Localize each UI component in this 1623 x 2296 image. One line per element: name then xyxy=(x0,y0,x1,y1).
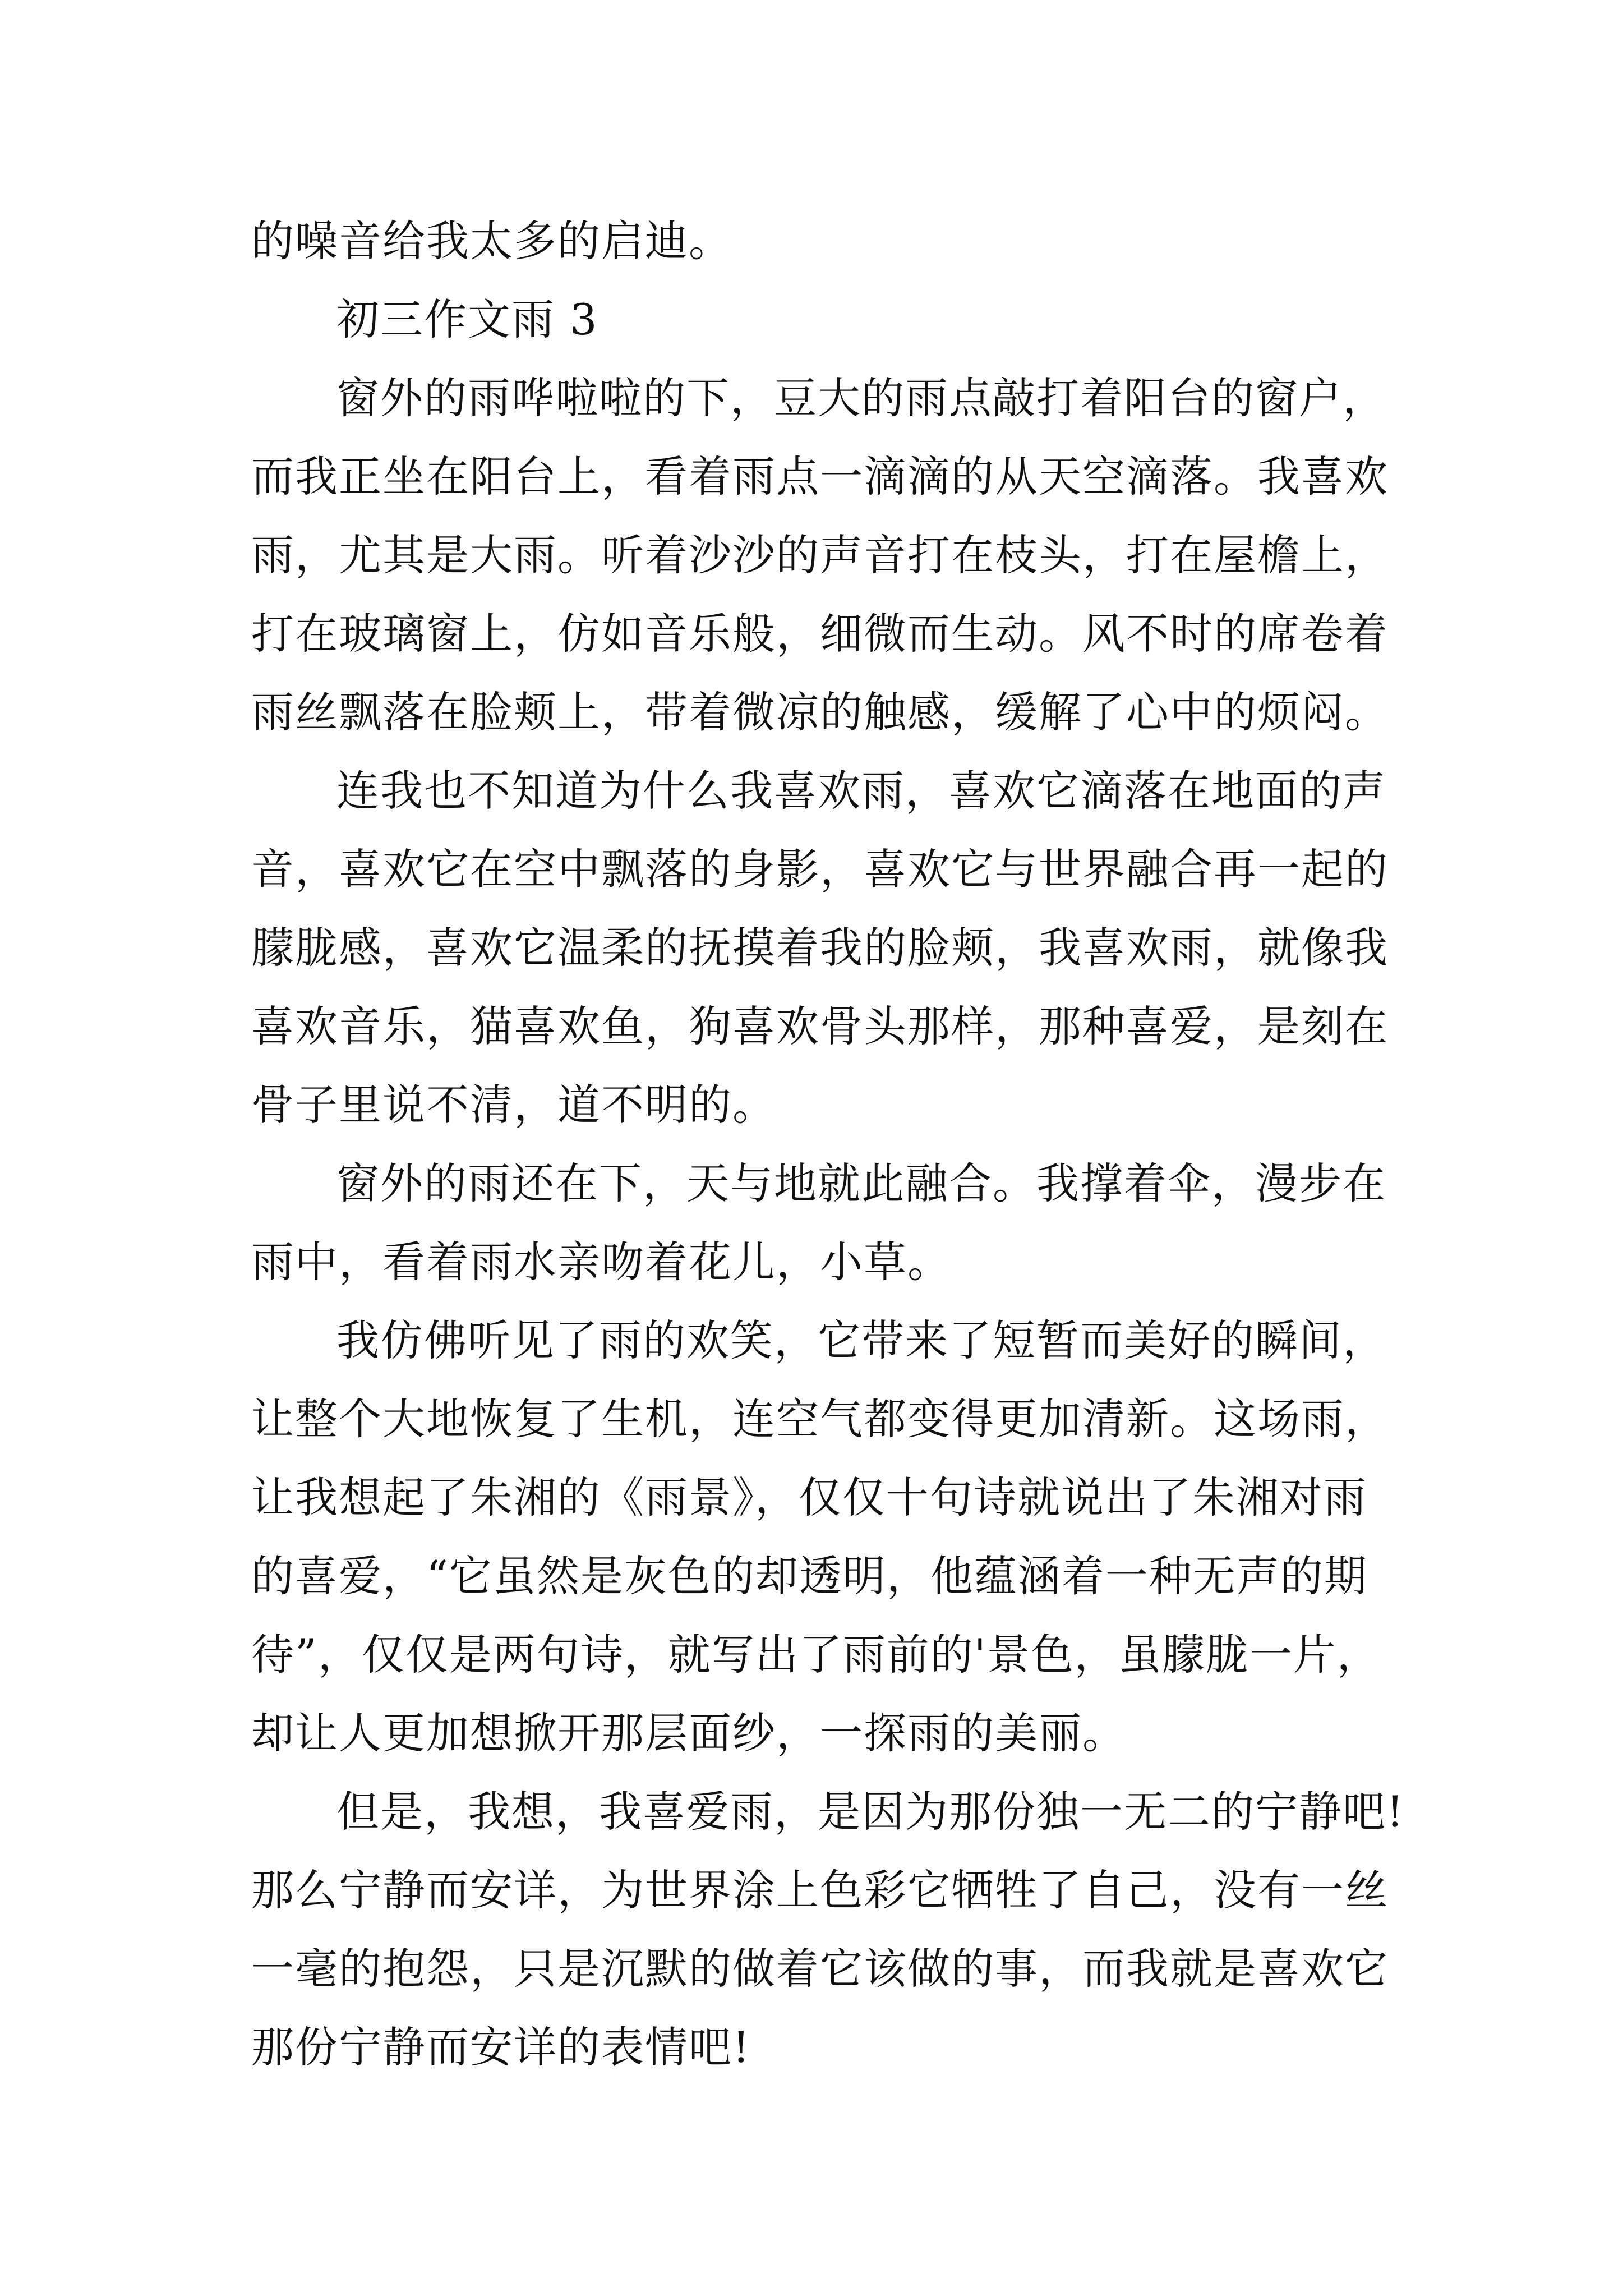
text-line: 打在玻璃窗上，仿如音乐般，细微而生动。风不时的席卷着 xyxy=(251,609,1389,659)
section-heading: 初三作文雨 3 xyxy=(336,295,598,344)
text-line: 让整个大地恢复了生机，连空气都变得更加清新。这场雨， xyxy=(251,1394,1389,1444)
text-line: 窗外的雨哗啦啦的下，豆大的雨点敲打着阳台的窗户， xyxy=(336,373,1386,423)
text-line: 雨，尤其是大雨。听着沙沙的声音打在枝头，打在屋檐上， xyxy=(251,530,1389,580)
text-line: 连我也不知道为什么我喜欢雨，喜欢它滴落在地面的声 xyxy=(336,766,1386,816)
text-line: 那份宁静而安详的表情吧! xyxy=(251,2022,751,2072)
text-line: 待”，仅仅是两句诗，就写出了雨前的'景色，虽朦胧一片， xyxy=(251,1630,1381,1680)
text-line: 一毫的抱怨，只是沉默的做着它该做的事，而我就是喜欢它 xyxy=(251,1944,1389,1994)
text-line: 但是，我想，我喜爱雨，是因为那份独一无二的宁静吧! xyxy=(336,1787,1405,1837)
text-line: 雨丝飘落在脸颊上，带着微凉的触感，缓解了心中的烦闷。 xyxy=(251,687,1389,737)
document-body xyxy=(251,202,1405,2087)
text-line: 让我想起了朱湘的《雨景》，仅仅十句诗就说出了朱湘对雨 xyxy=(251,1473,1367,1522)
text-line: 骨子里说不清，道不明的。 xyxy=(251,1080,776,1130)
text-line: 而我正坐在阳台上，看着雨点一滴滴的从天空滴落。我喜欢 xyxy=(251,452,1389,501)
text-line: 雨中，看着雨水亲吻着花儿，小草。 xyxy=(251,1237,951,1287)
text-line: 却让人更加想掀开那层面纱，一探雨的美丽。 xyxy=(251,1708,1126,1758)
text-line: 的喜爱，“它虽然是灰色的却透明，他蕴涵着一种无声的期 xyxy=(251,1551,1368,1601)
text-line: 的噪音给我太多的启迪。 xyxy=(251,216,732,266)
text-line: 窗外的雨还在下，天与地就此融合。我撑着伞，漫步在 xyxy=(336,1158,1386,1208)
text-line: 喜欢音乐，猫喜欢鱼，狗喜欢骨头那样，那种喜爱，是刻在 xyxy=(251,1001,1389,1051)
text-line: 我仿佛听见了雨的欢笑，它带来了短暂而美好的瞬间， xyxy=(336,1315,1386,1365)
text-line: 音，喜欢它在空中飘落的身影，喜欢它与世界融合再一起的 xyxy=(251,844,1389,894)
text-line: 朦胧感，喜欢它温柔的抚摸着我的脸颊，我喜欢雨，就像我 xyxy=(251,923,1389,973)
text-line: 那么宁静而安详，为世界涂上色彩它牺牲了自己，没有一丝 xyxy=(251,1865,1389,1915)
